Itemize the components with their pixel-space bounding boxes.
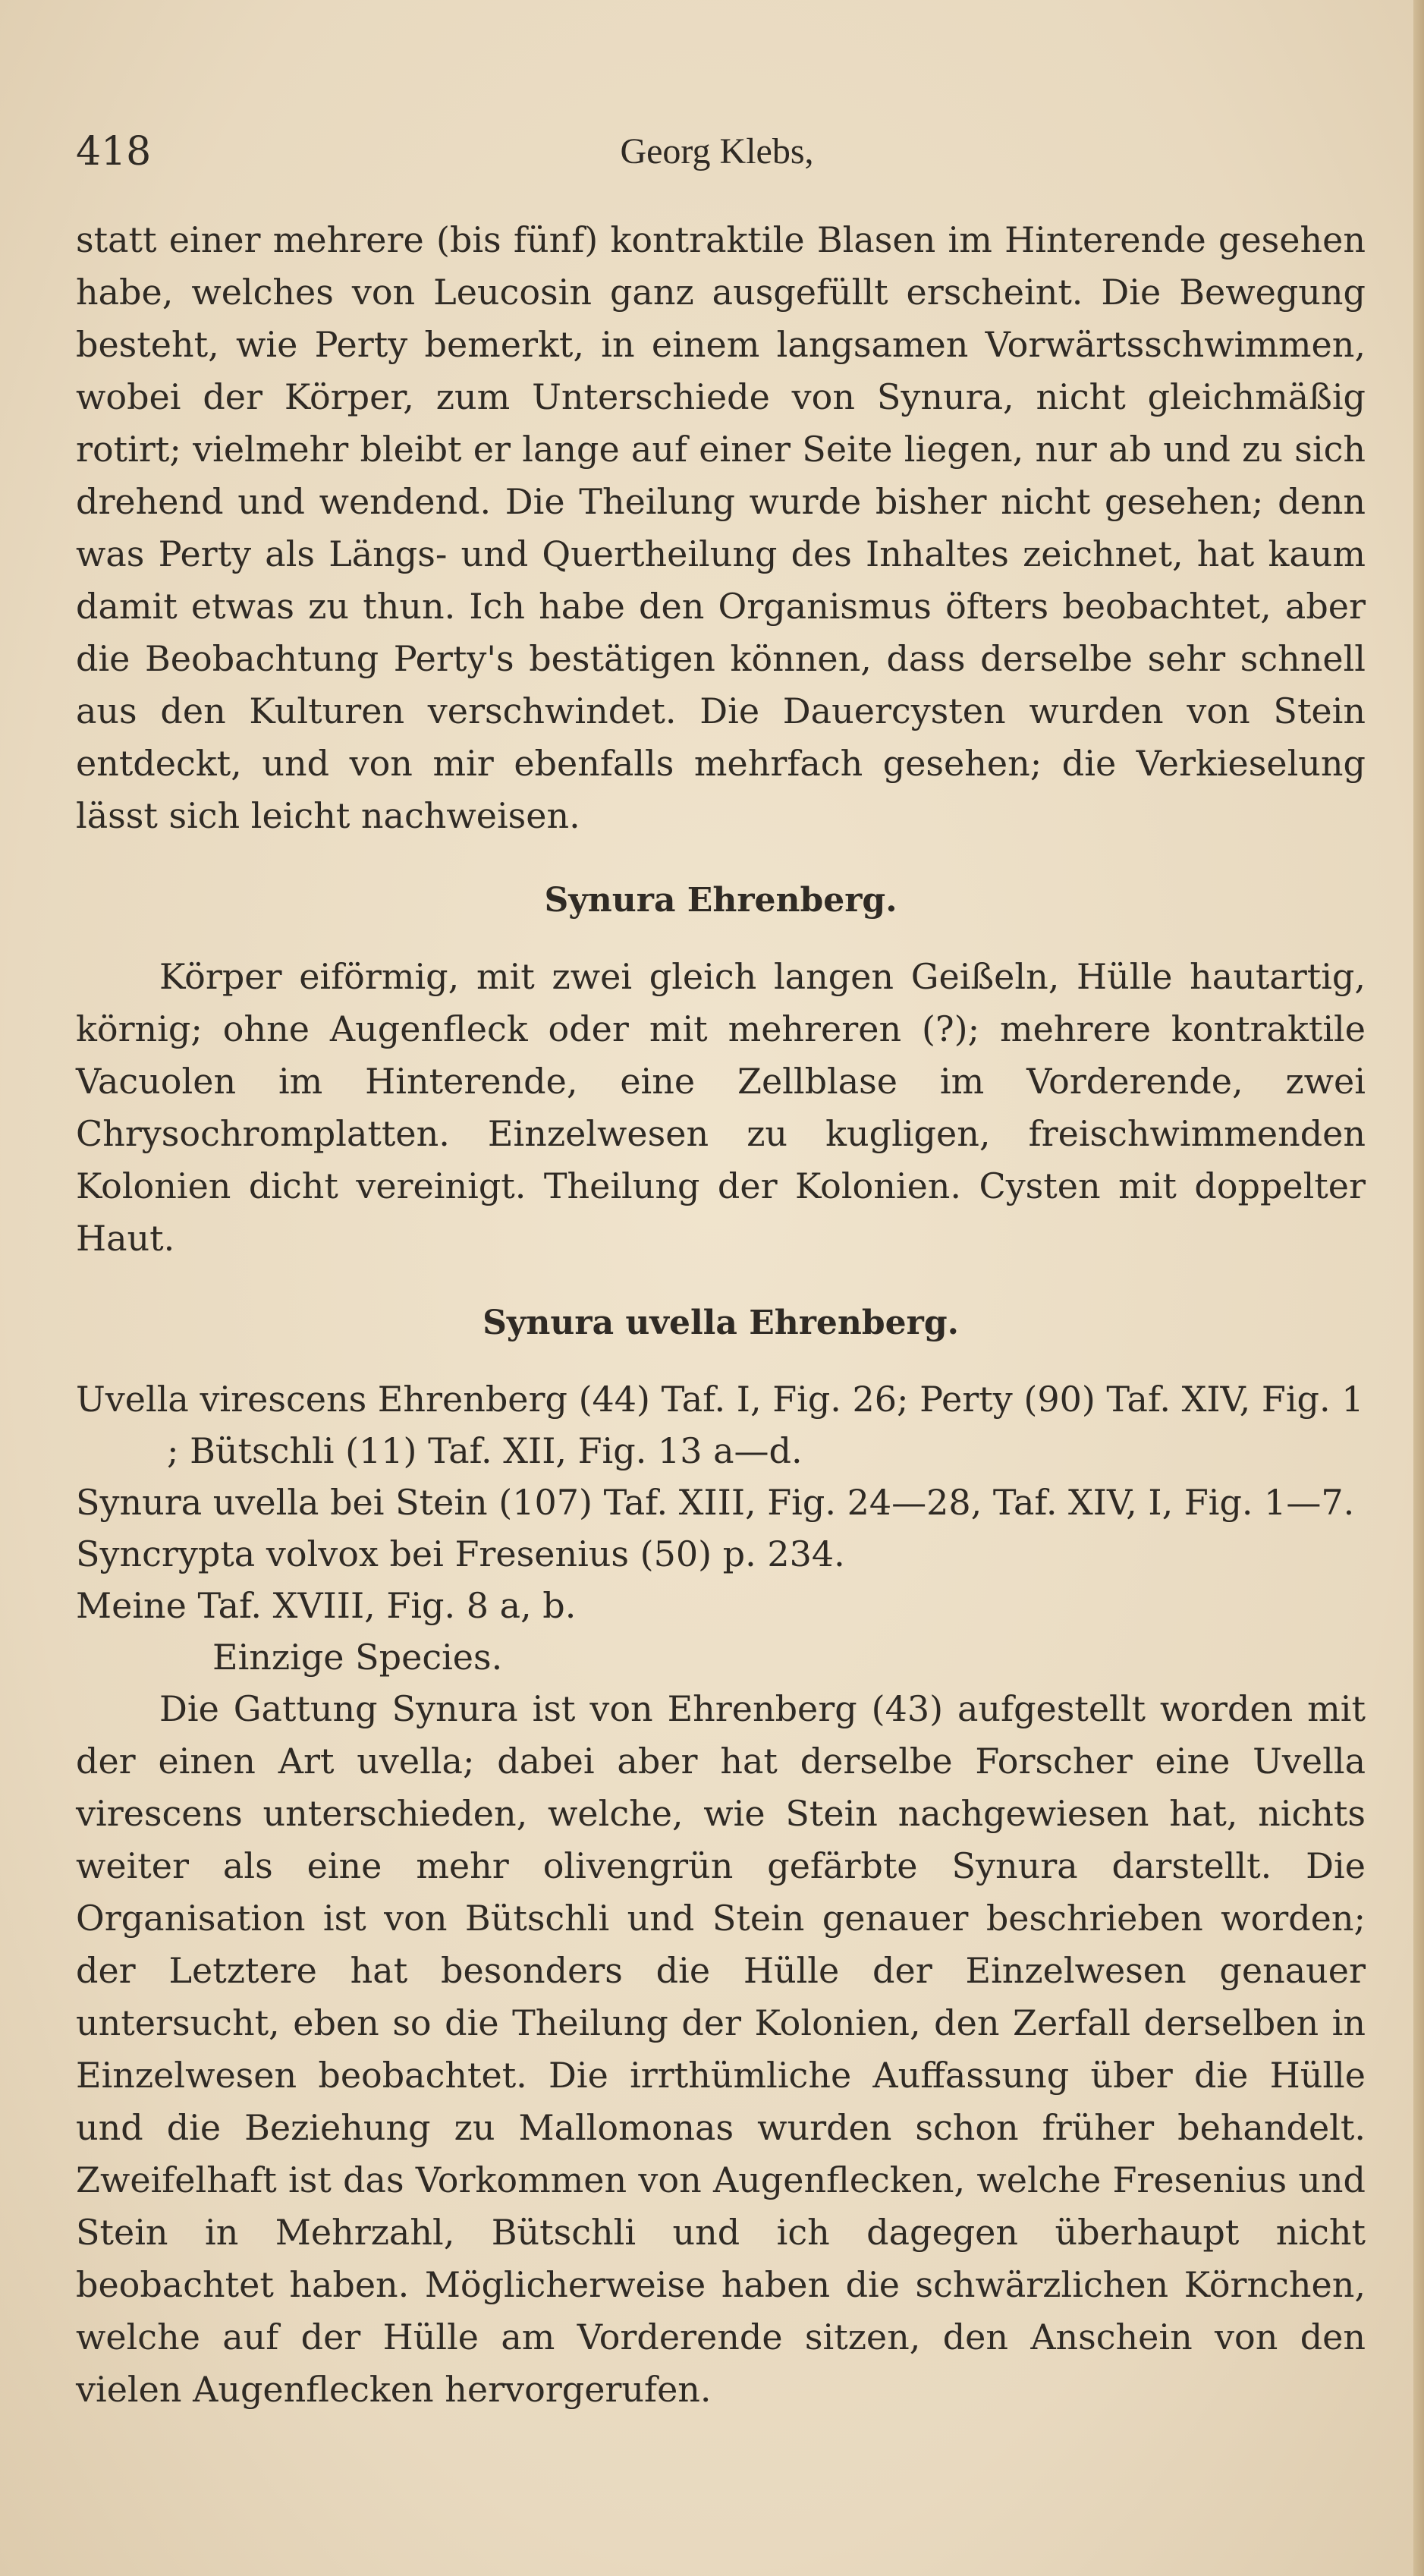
body-text xyxy=(76,214,1366,2416)
page-number: 418 xyxy=(76,129,152,175)
paragraph-perty: statt einer mehrere (bis fünf) kontraktile Blasen im Hinterende gesehen habe, welches von Leucosin ganz ausgefüllt erscheint. Die Bewegung besteht, wie Perty bemerkt, in einem langsamen Vorwärtsschwimmen, wobei der Körper, zum Unterschiede von Synura, nicht gleichmäßig rotirt; vielmehr bleibt er lange auf einer Seite liegen, nur ab und zu sich drehend und wendend. Die Theilung wurde bisher nicht gesehen; denn was Perty als Längs- und Quertheilung des Inhaltes zeichnet, hat kaum damit etwas zu thun. Ich habe den Organismus öfters beobachtet, aber die Beobachtung Perty's bestätigen können, dass derselbe sehr schnell aus den Kulturen verschwindet. Die Dauercysten wurden von Stein entdeckt, und von mir ebenfalls mehrfach gesehen; die Verkieselung lässt sich leicht nachweisen. xyxy=(76,219,1366,836)
synonym-line: Syncrypta volvox bei Fresenius (50) p. 234. xyxy=(76,1533,845,1574)
page-edge xyxy=(1413,0,1424,2576)
genus-heading: Synura Ehrenberg. xyxy=(544,881,897,920)
paragraph-synura: Die Gattung Synura ist von Ehrenberg (43) aufgestellt worden mit der einen Art uvella; dabei aber hat derselbe Forscher eine Uvella virescens unterschieden, welche, wie Stein nachgewiesen hat, nichts weiter als eine mehr olivengrün gefärbte Synura darstellt. Die Organisation ist von Bütschli und Stein genauer beschrieben worden; der Letztere hat besonders die Hülle der Einzelwesen genauer untersucht, eben so die Theilung der Kolonien, den Zerfall derselben in Einzelwesen beobachtet. Die irrthümliche Auffassung über die Hülle und die Beziehung zu Mallomonas wurden schon früher behandelt. Zweifelhaft ist das Vorkommen von Augenflecken, welche Fresenius und Stein in Mehrzahl, Bütschli und ich dagegen überhaupt nicht beobachtet haben. Möglicherweise haben die schwärzlichen Körnchen, welche auf der Hülle am Vorderende sitzen, den Anschein von den vielen Augenflecken hervorgerufen. xyxy=(76,1688,1366,2410)
page-header xyxy=(76,125,1358,178)
synonym-line: Synura uvella bei Stein (107) Taf. XIII, Fig. 24—28, Taf. XIV, I, Fig. 1—7. xyxy=(76,1482,1355,1523)
synonym-line: Uvella virescens Ehrenberg (44) Taf. I, Fig. 26; Perty (90) Taf. XIV, Fig. 1 ; Bütschli (11) Taf. XII, Fig. 13 a—d. xyxy=(76,1379,1364,1471)
single-species-note: Einzige Species. xyxy=(212,1637,503,1678)
running-title: Georg Klebs, xyxy=(620,131,814,171)
synonym-line: Meine Taf. XVIII, Fig. 8 a, b. xyxy=(76,1585,577,1626)
species-heading: Synura uvella Ehrenberg. xyxy=(483,1304,959,1342)
genus-description: Körper eiförmig, mit zwei gleich langen Geißeln, Hülle hautartig, körnig; ohne Augenfleck oder mit mehreren (?); mehrere kontraktile Vacuolen im Hinterende, eine Zellblase im Vorderende, zwei Chrysochromplatten. Einzelwesen zu kugligen, freischwimmenden Kolonien dicht vereinigt. Theilung der Kolonien. Cysten mit doppelter Haut. xyxy=(76,956,1366,1259)
